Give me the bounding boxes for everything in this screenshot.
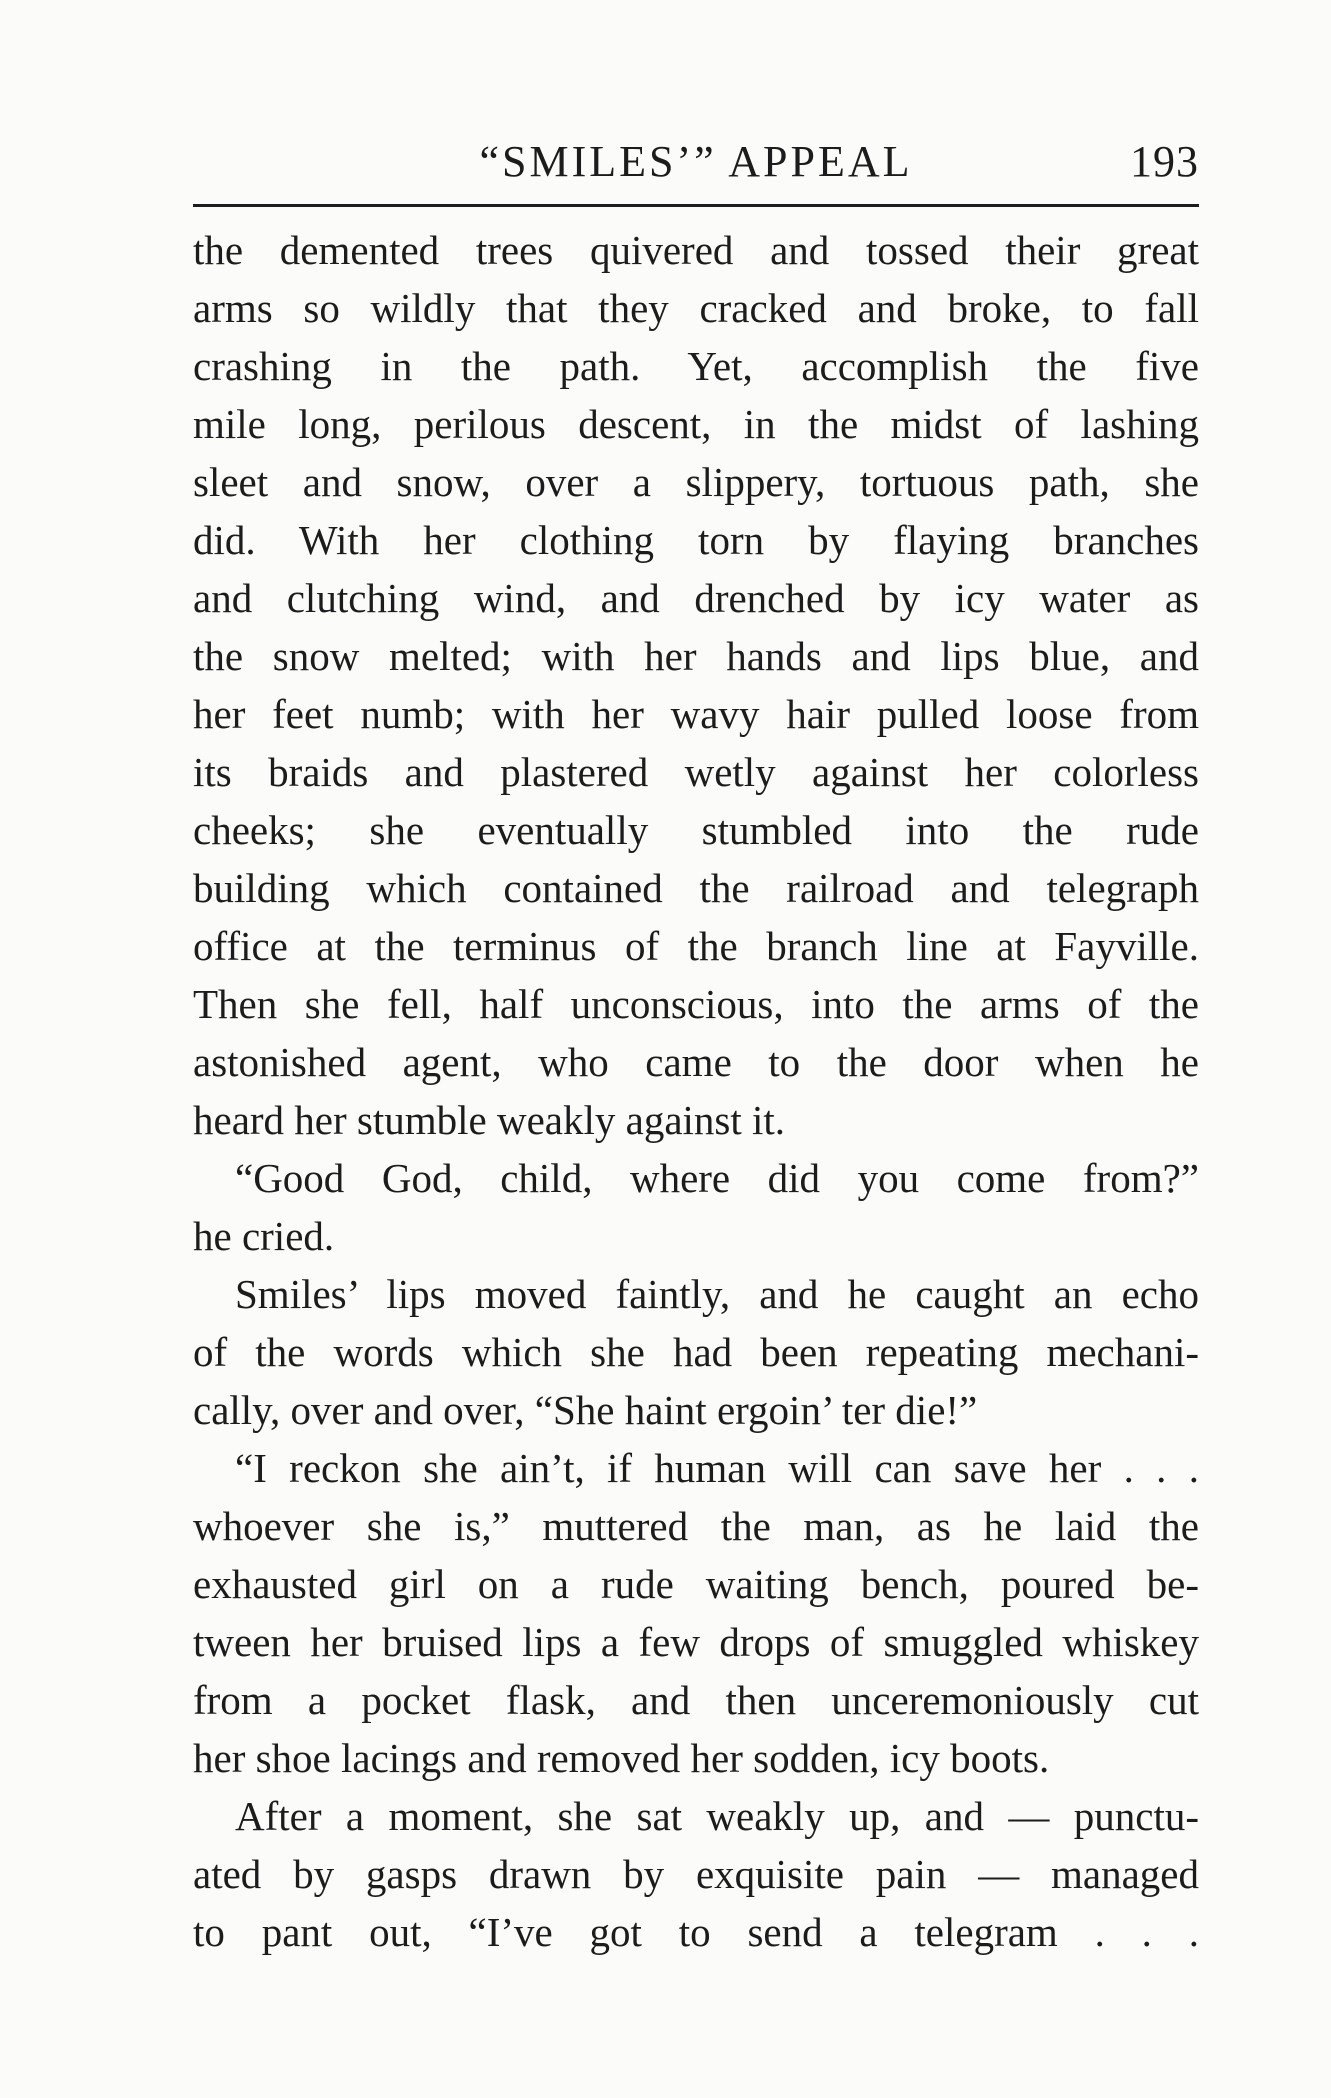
text-line: “I reckon she ain’t, if human will can save her . . . [235,1445,1199,1491]
text-line: arms so wildly that they cracked and broke, to fall [193,285,1199,331]
text-line: sleet and snow, over a slippery, tortuous path, she [193,459,1199,505]
text-line: Then she fell, half unconscious, into the arms of the [193,981,1199,1027]
text-line: did. With her clothing torn by flaying branches [193,517,1199,563]
text-line: office at the terminus of the branch line at Fayville. [193,923,1199,969]
text-line: astonished agent, who came to the door when he [193,1039,1199,1085]
text-line: the demented trees quivered and tossed their great [193,227,1199,273]
text-line: its braids and plastered wetly against her colorless [193,749,1199,795]
text-line: crashing in the path. Yet, accomplish the five [193,343,1199,389]
text-line: to pant out, “I’ve got to send a telegram . . . [193,1909,1199,1955]
text-line: he cried. [193,1213,335,1259]
text-line: her shoe lacings and removed her sodden, icy boots. [193,1735,1050,1781]
text-line: cally, over and over, “She haint ergoin’ ter die!” [193,1387,978,1433]
text-line: from a pocket flask, and then unceremoniously cut [193,1677,1199,1723]
text-line: of the words which she had been repeating mechani- [193,1329,1199,1375]
page-number: 193 [1130,137,1199,186]
text-line: exhausted girl on a rude waiting bench, poured be- [193,1561,1199,1607]
text-line: heard her stumble weakly against it. [193,1097,786,1143]
text-line: Smiles’ lips moved faintly, and he caught an echo [235,1271,1199,1317]
text-line: cheeks; she eventually stumbled into the rude [193,807,1199,853]
body-text [193,221,1199,1961]
text-line: building which contained the railroad and telegraph [193,865,1199,911]
text-line: After a moment, she sat weakly up, and — punctu- [235,1793,1199,1839]
text-line: mile long, perilous descent, in the midst of lashing [193,401,1199,447]
text-line: her feet numb; with her wavy hair pulled loose from [193,691,1199,737]
text-line: the snow melted; with her hands and lips blue, and [193,633,1199,679]
text-line: and clutching wind, and drenched by icy water as [193,575,1199,621]
text-line: whoever she is,” muttered the man, as he laid the [193,1503,1199,1549]
running-head [193,130,1199,194]
text-line: tween her bruised lips a few drops of smuggled whiskey [193,1619,1199,1665]
text-line: “Good God, child, where did you come from?” [235,1155,1199,1201]
chapter-title: “SMILES’” APPEAL [479,137,913,186]
header-rule [193,204,1199,207]
text-line: ated by gasps drawn by exquisite pain — managed [193,1851,1199,1897]
